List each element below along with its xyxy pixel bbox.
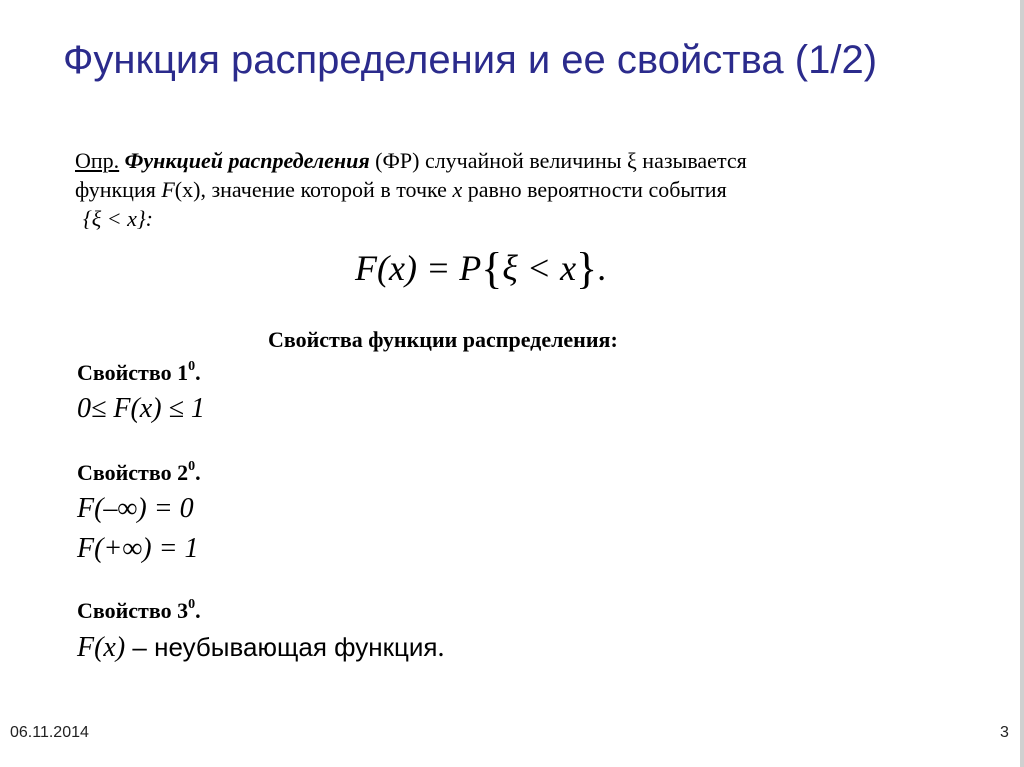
property-1-line-1: 0≤ F(x) ≤ 1 <box>77 393 205 424</box>
definition-line2-end: равно вероятности события <box>462 177 727 202</box>
formula-lhs: F(x) = P <box>355 248 482 288</box>
property-1-formula <box>77 393 205 425</box>
definition-func: F <box>161 177 175 202</box>
definition-label: Опр. <box>75 148 120 173</box>
slide-edge <box>1020 0 1024 767</box>
property-2-line-1: F(–∞) = 0 <box>77 493 194 524</box>
property-3-label: Свойство 3 <box>77 598 189 623</box>
property-1-header <box>77 360 201 386</box>
formula-open-brace: { <box>481 244 503 293</box>
property-3-func: F(x) <box>77 632 126 663</box>
definition-line2-rest: , значение которой в точке <box>200 177 453 202</box>
definition-line2-prefix: функция <box>75 177 162 202</box>
property-3-text: – неубывающая функция <box>125 632 438 662</box>
formula-end: . <box>597 248 607 288</box>
property-3-dot: . <box>195 598 201 623</box>
property-1-label: Свойство 1 <box>77 360 189 385</box>
property-2-formula-2 <box>77 533 199 565</box>
main-formula <box>355 240 606 291</box>
definition-event: {ξ < x}: <box>83 206 153 231</box>
property-3-period: . <box>437 632 445 663</box>
definition-line1-rest: (ФР) случайной величины ξ называется <box>369 148 747 173</box>
footer-date: 06.11.2014 <box>10 724 89 741</box>
formula-inner: ξ < x <box>502 248 577 288</box>
definition-block <box>75 146 895 233</box>
property-2-dot: . <box>195 460 201 485</box>
property-2-label: Свойство 2 <box>77 460 189 485</box>
property-3-formula <box>77 632 444 664</box>
property-3-sup: 0 <box>188 596 196 612</box>
definition-arg: (x) <box>174 177 201 202</box>
definition-term: Функцией распределения <box>124 148 370 173</box>
property-2-sup: 0 <box>188 458 196 474</box>
formula-close-brace: } <box>576 244 598 293</box>
page-number: 3 <box>1000 724 1009 741</box>
slide-title: Функция распределения и ее свойства (1/2) <box>63 38 878 82</box>
property-3-header <box>77 598 201 624</box>
property-1-dot: . <box>195 360 201 385</box>
property-2-formula-1 <box>77 493 194 525</box>
definition-var: x <box>452 177 463 202</box>
property-1-sup: 0 <box>188 358 196 374</box>
property-2-line-2: F(+∞) = 1 <box>77 533 199 564</box>
property-2-header <box>77 460 201 486</box>
properties-title: Свойства функции распределения: <box>268 327 618 352</box>
